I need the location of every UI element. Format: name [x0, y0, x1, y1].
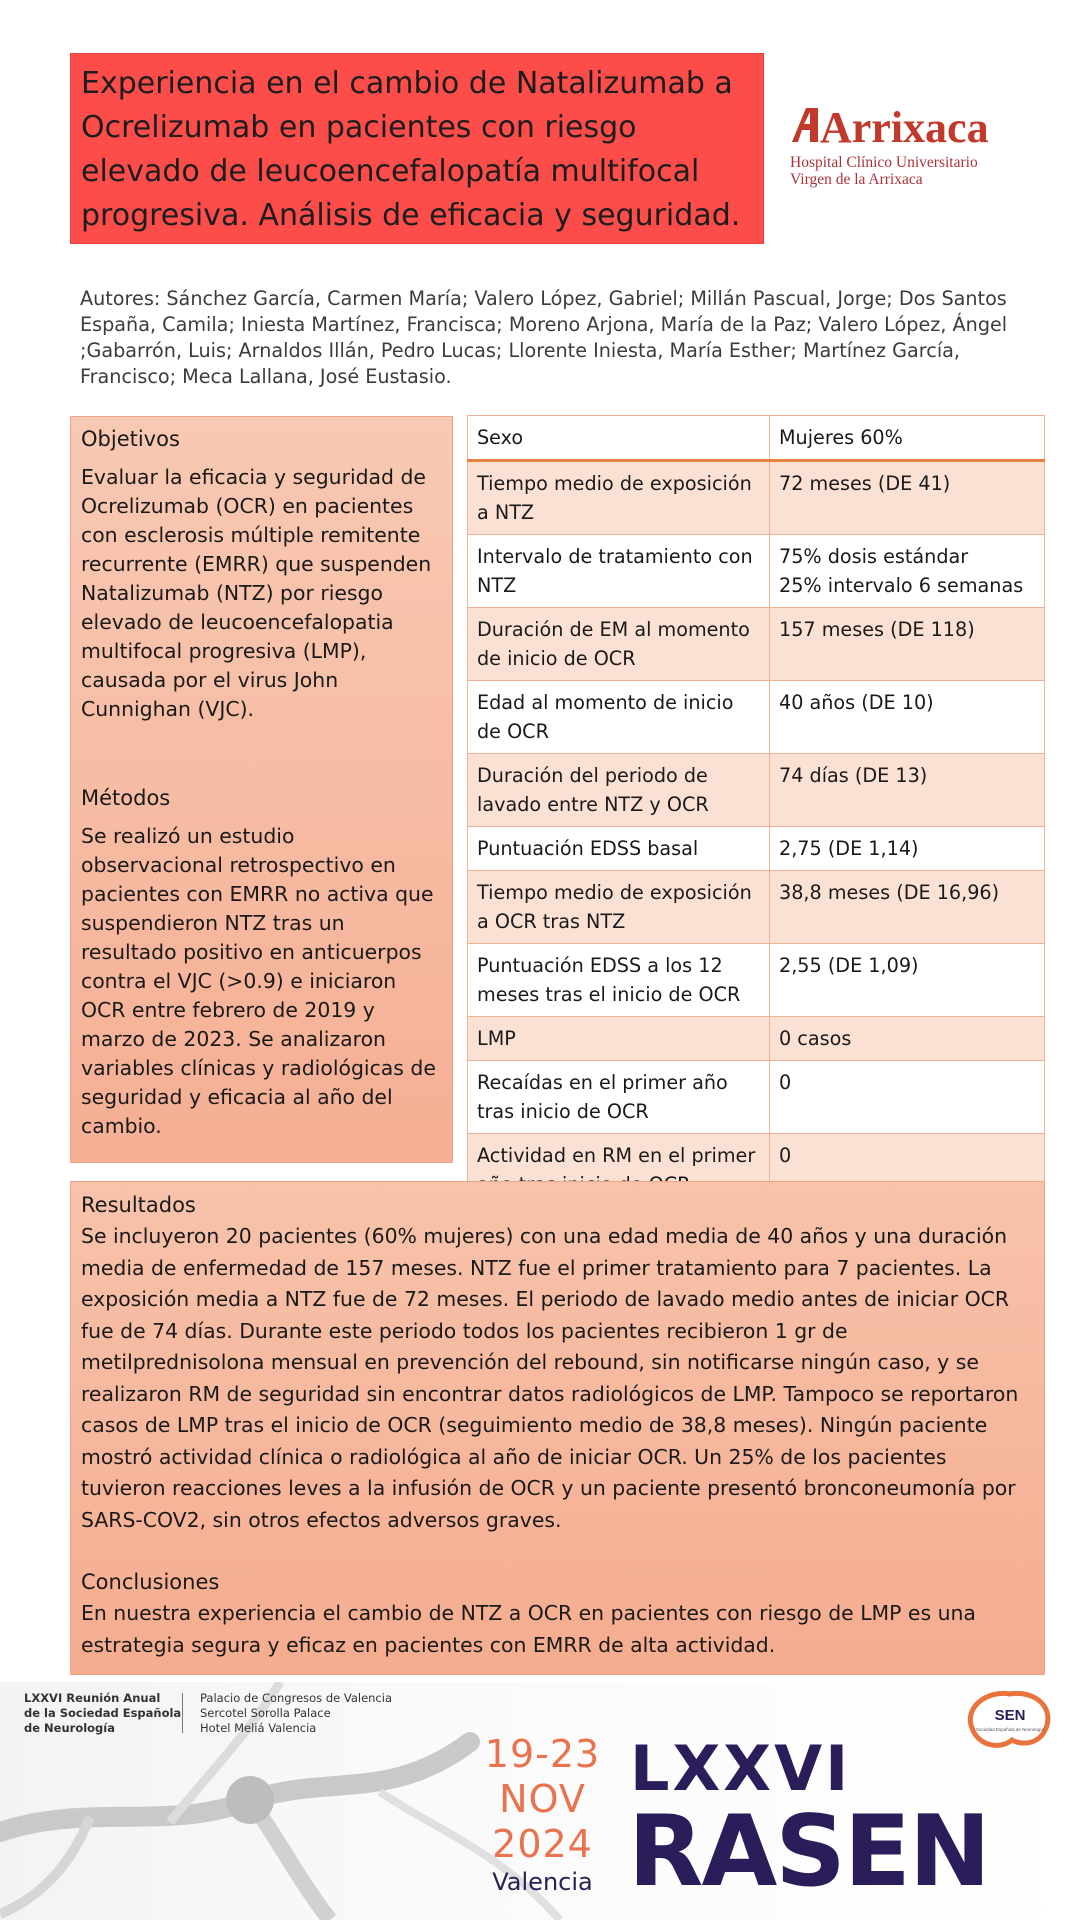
table-cell-value: 38,8 meses (DE 16,96) — [770, 871, 1045, 944]
logo-wordmark: Arrixaca — [820, 103, 989, 152]
table-row — [468, 608, 1045, 681]
logo-line2: Virgen de la Arrixaca — [790, 171, 923, 188]
table-cell-label: Tiempo medio de exposición a NTZ — [468, 461, 770, 535]
table-cell-label: Duración del periodo de lavado entre NTZ y OCR — [468, 754, 770, 827]
hospital-logo — [790, 100, 1035, 192]
table-cell-value-line1: 75% dosis estándar — [779, 545, 969, 568]
table-row — [468, 1061, 1045, 1134]
table-cell-value: Mujeres 60% — [770, 416, 1045, 461]
meeting-line1: LXXVI Reunión Anual — [24, 1691, 161, 1705]
summary-table — [467, 415, 1045, 1207]
logo-line1: Hospital Clínico Universitario — [790, 154, 978, 171]
table-row — [468, 754, 1045, 827]
congress-footer — [0, 1682, 1081, 1920]
resultados-text: Se incluyeron 20 pacientes (60% mujeres) con una edad media de 40 años y una duración media de enfermedad de 157 meses. NTZ fue el primer tratamiento para 7 pacientes. La exposición media a NTZ fue de 72 meses. El periodo de lavado medio antes de iniciar OCR fue de 74 días. Durante este periodo todos los pacientes recibieron 1 gr de metilprednisolona mensual en prevención del rebound, sin notificarse ningún caso, y se realizaron RM de seguridad sin encontrar datos radiológicos de LMP. Tampoco se reportaron casos de LMP tras el inicio de OCR (seguimiento medio de 38,8 meses). Ningún paciente mostró actividad clínica o radiológica al año de iniciar OCR. Un 25% de los pacientes tuvieron reacciones leves a la infusión de OCR y un paciente presentó bronconeumonía por SARS-COV2, sin otros efectos adversos graves. — [81, 1224, 1019, 1532]
objetivos-metodos-panel — [70, 416, 453, 1163]
table-cell-value: 40 años (DE 10) — [770, 681, 1045, 754]
table-cell-label: Duración de EM al momento de inicio de OCR — [468, 608, 770, 681]
table-cell-label: Edad al momento de inicio de OCR — [468, 681, 770, 754]
metodos-text: Se realizó un estudio observacional retrospectivo en pacientes con EMRR no activa que suspendieron NTZ tras un resultado positivo en anticuerpos contra el VJC (>0.9) e iniciaron OCR entre febrero de 2019 y marzo de 2023. Se analizaron variables clínicas y radiológicas de seguridad y eficacia al año del cambio. — [81, 824, 436, 1138]
table-cell-label: Puntuación EDSS basal — [468, 827, 770, 871]
table-row — [468, 535, 1045, 608]
table-cell-value: 2,55 (DE 1,09) — [770, 944, 1045, 1017]
dates-line2: NOV — [499, 1777, 586, 1821]
objetivos-heading: Objetivos — [81, 427, 180, 451]
table-cell-value: 0 — [770, 1061, 1045, 1134]
table-row — [468, 827, 1045, 871]
sen-logo-sub: Sociedad Española de Neurología — [975, 1727, 1045, 1732]
venue-line1: Palacio de Congresos de Valencia — [200, 1691, 393, 1705]
event-dates — [480, 1732, 605, 1867]
metodos-heading: Métodos — [81, 786, 171, 810]
sen-logo-icon — [960, 1686, 1060, 1756]
meeting-line3: de Neurología — [24, 1721, 115, 1735]
table-row — [468, 416, 1045, 461]
table-cell-value: 157 meses (DE 118) — [770, 608, 1045, 681]
table-row — [468, 871, 1045, 944]
table-cell-label: Intervalo de tratamiento con NTZ — [468, 535, 770, 608]
meeting-name — [24, 1691, 181, 1736]
table-row — [468, 681, 1045, 754]
resultados-conclusiones-panel — [70, 1181, 1045, 1675]
objetivos-text: Evaluar la eficacia y seguridad de Ocrelizumab (OCR) en pacientes con esclerosis múltiple remitente recurrente (EMRR) que suspenden Natalizumab (NTZ) por riesgo elevado de leucoencefalopatia multifocal progresiva (LMP), causada por el virus John Cunnighan (VJC). — [81, 465, 432, 721]
authors: Autores: Sánchez García, Carmen María; Valero López, Gabriel; Millán Pascual, Jorge; Dos Santos España, Camila; Iniesta Martínez, Francisca; Moreno Arjona, María de la Paz; Valero López, Ángel ;Gabarrón, Luis; Arnaldos Illán, Pedro Lucas; Llorente Iniesta, María Esther; Martínez García, Francisco; Meca Lallana, José Eustasio. — [80, 287, 1008, 388]
table-row — [468, 944, 1045, 1017]
title-box — [70, 53, 764, 244]
table-cell-label: Sexo — [468, 416, 770, 461]
conclusiones-heading: Conclusiones — [81, 1570, 220, 1594]
venue-line2: Sercotel Sorolla Palace — [200, 1706, 331, 1720]
dates-line1: 19-23 — [484, 1732, 601, 1776]
event-city: Valencia — [492, 1868, 593, 1896]
event-edition: LXXVI — [630, 1732, 852, 1805]
footer-divider — [182, 1693, 183, 1733]
table-cell-value: 72 meses (DE 41) — [770, 461, 1045, 535]
table-cell-label: Puntuación EDSS a los 12 meses tras el inicio de OCR — [468, 944, 770, 1017]
meeting-line2: de la Sociedad Española — [24, 1706, 182, 1720]
event-name: RASEN — [628, 1795, 989, 1909]
table-cell-value: 2,75 (DE 1,14) — [770, 827, 1045, 871]
arrixaca-logo-icon — [790, 100, 1035, 192]
table-cell-label: LMP — [468, 1017, 770, 1061]
venue-list — [200, 1691, 392, 1736]
table-cell-value: 0 — [770, 1134, 1045, 1207]
table-cell-value — [770, 535, 1045, 608]
table-cell-value-line2: 25% intervalo 6 semanas — [779, 574, 1024, 597]
table-row — [468, 1017, 1045, 1061]
venue-line3: Hotel Meliá Valencia — [200, 1721, 317, 1735]
table-cell-value: 74 días (DE 13) — [770, 754, 1045, 827]
table-cell-label: Recaídas en el primer año tras inicio de OCR — [468, 1061, 770, 1134]
table-cell-value: 0 casos — [770, 1017, 1045, 1061]
table-cell-label: Tiempo medio de exposición a OCR tras NTZ — [468, 871, 770, 944]
table-cell-label: Actividad en RM en el primer — [468, 1134, 770, 1207]
poster-title: Experiencia en el cambio de Natalizumab a Ocrelizumab en pacientes con riesgo elevado de leucoencefalopatía multifocal progresiva. Análisis de eficacia y seguridad. — [81, 66, 741, 233]
dates-line3: 2024 — [492, 1822, 593, 1866]
conclusiones-text: En nuestra experiencia el cambio de NTZ a OCR en pacientes con riesgo de LMP es una estrategia segura y eficaz en pacientes con EMRR de alta actividad. — [81, 1601, 976, 1657]
sen-logo-text: SEN — [994, 1707, 1026, 1724]
resultados-heading: Resultados — [81, 1193, 196, 1217]
table-row — [468, 461, 1045, 535]
